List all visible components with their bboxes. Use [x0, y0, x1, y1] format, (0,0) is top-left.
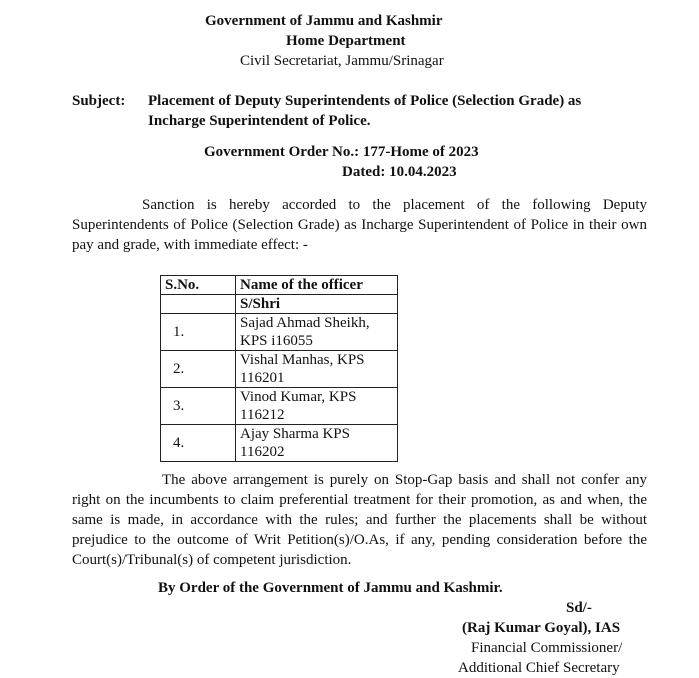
- subject-block: [72, 91, 647, 131]
- closing-line: By Order of the Government of Jammu and Kashmir.: [158, 580, 503, 596]
- subject-line2: Incharge Superintendent of Police.: [148, 113, 371, 129]
- subject-line1: Placement of Deputy Superintendents of Police (Selection Grade) as: [148, 93, 582, 109]
- signatory-title1: Financial Commissioner/: [471, 640, 623, 656]
- row-sno: 4.: [161, 425, 236, 462]
- subject-label: Subject:: [72, 93, 126, 109]
- signatory-title2: Additional Chief Secretary: [458, 660, 620, 676]
- header-government: Government of Jammu and Kashmir: [205, 13, 443, 29]
- order-number: Government Order No.: 177-Home of 2023: [204, 144, 479, 160]
- subject-text: [148, 91, 647, 131]
- row-name: Vinod Kumar, KPS 116212: [236, 388, 398, 425]
- row-name: Sajad Ahmad Sheikh, KPS i16055: [236, 314, 398, 351]
- header-name: Name of the officer: [236, 276, 398, 295]
- signatory-name: (Raj Kumar Goyal), IAS: [462, 620, 621, 636]
- paragraph-arrangement: The above arrangement is purely on Stop-Gap basis and shall not confer any right on the incumbents to claim preferential treatment for their promotion, as and when, the same is made, in accordance with the rules; and further the placements shall be without prejudice to the outcome of Writ Petition(s)/O.As, if any, pending consideration before the Court(s)/Tribunal(s) of competent jurisdiction.: [72, 472, 647, 568]
- table-row: [161, 425, 398, 462]
- header-sno: S.No.: [161, 276, 236, 295]
- officers-table: [160, 275, 398, 462]
- paragraph-sanction: Sanction is hereby accorded to the placement of the following Deputy Superintendents of Police (Selection Grade) as Incharge Superintendent of Police in their own pay and grade, with immediate effect: -: [72, 197, 647, 253]
- table-subheader-row: [161, 295, 398, 314]
- table-row: [161, 351, 398, 388]
- table-row: [161, 314, 398, 351]
- table-header-row: [161, 276, 398, 295]
- header-secretariat: Civil Secretariat, Jammu/Srinagar: [240, 53, 444, 69]
- header-department: Home Department: [286, 33, 406, 49]
- row-sno: 2.: [161, 351, 236, 388]
- row-name: Ajay Sharma KPS 116202: [236, 425, 398, 462]
- order-date: Dated: 10.04.2023: [342, 164, 457, 180]
- row-name: Vishal Manhas, KPS 116201: [236, 351, 398, 388]
- signature-sd: Sd/-: [566, 600, 592, 616]
- header-shri: S/Shri: [236, 295, 398, 314]
- table-row: [161, 388, 398, 425]
- row-sno: 1.: [161, 314, 236, 351]
- row-sno: 3.: [161, 388, 236, 425]
